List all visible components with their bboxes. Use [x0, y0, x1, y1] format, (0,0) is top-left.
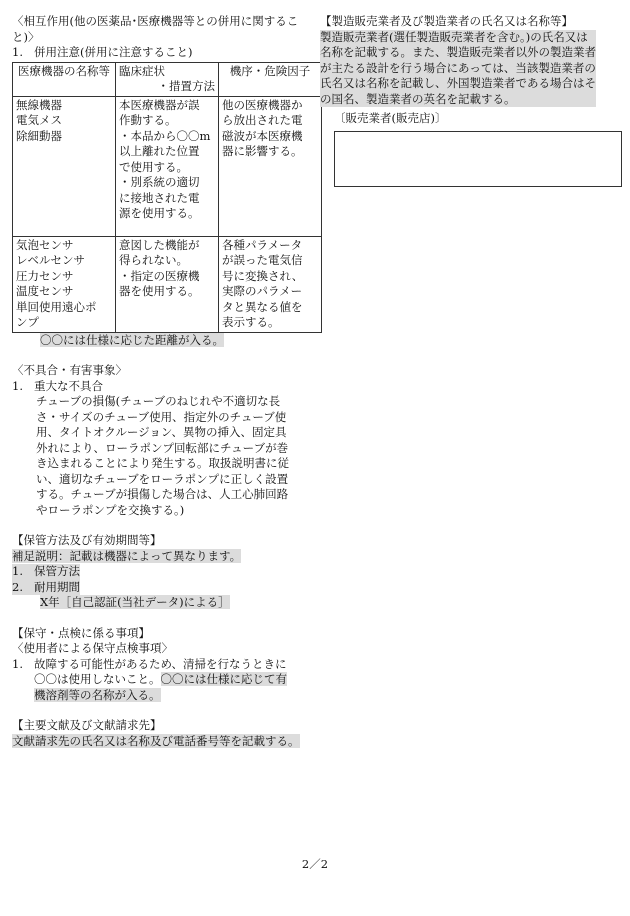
references-heading: 【主要文献及び文献請求先】 [12, 718, 162, 732]
item-number: 2. [12, 580, 34, 596]
cell-line: 号に変換され、 [222, 268, 304, 283]
item-number: 1. [12, 656, 23, 671]
adverse-item-1 [12, 379, 308, 395]
maintenance-subheading: 〈使用者による保守点検事項〉 [12, 641, 173, 655]
interaction-note [12, 333, 308, 349]
interaction-item-1 [12, 45, 308, 61]
table-row [13, 96, 322, 236]
cell-line: 以上離れた位置 [119, 144, 200, 158]
cell-line: 源を使用する。 [119, 206, 200, 220]
interaction-heading [12, 14, 308, 45]
item-label: 重大な不具合 [34, 378, 103, 393]
maintenance-heading: 【保守・点検に係る事項】 [12, 625, 150, 640]
table-cell-mechanism [219, 236, 322, 332]
item-number: 1. [12, 378, 23, 393]
cell-line: ンプ [16, 315, 39, 329]
interaction-heading-line: と)〉 [12, 29, 40, 44]
seller-box [334, 131, 622, 187]
body-line: い、適切なチューブをローラポンプに正しく設置 [36, 471, 289, 486]
item-label: 併用注意(併用に注意すること) [34, 45, 193, 59]
storage-item-2 [12, 580, 308, 596]
storage-supplement: 補足説明：記載は機器によって異なります。 [12, 548, 242, 563]
body-line: 故障する可能性があるため、清掃を行なうときに [34, 656, 287, 671]
note-line: 名称を記載する。また、製造販売業者以外の製造業者 [320, 45, 596, 59]
cell-line: に接地された電 [119, 190, 200, 205]
maintenance-item-body [34, 657, 287, 704]
cell-line: 作動する。 [119, 113, 177, 127]
interaction-table [12, 62, 322, 333]
cell-line: ・別系統の適切 [119, 175, 200, 189]
body-line [34, 672, 287, 688]
table-cell-mechanism [219, 96, 322, 236]
note-line: が主たる設計を行う場合にあっては、当該製造業者の [320, 60, 596, 75]
body-line: やローラポンプを交換する。) [36, 502, 185, 517]
cell-line: 単回使用遠心ポ [16, 299, 97, 314]
note-line: の国名、製造業者の英名を記載する。 [320, 91, 516, 106]
cell-line: 意図した機能が [119, 237, 200, 252]
manufacturer-note [320, 30, 596, 108]
table-cell-clinical [116, 96, 219, 236]
highlighted-note: 〇〇には仕様に応じて有 [160, 672, 287, 686]
left-column [12, 14, 311, 749]
references-note: 文献請求先の氏名又は名称及び電話番号等を記載する。 [12, 733, 300, 748]
cell-line: 各種パラメータ [222, 237, 303, 252]
table-cell-device [13, 96, 116, 236]
body-line: する。チューブが損傷した場合は、人工心肺回路 [36, 487, 289, 501]
note-line: 氏名又は名称を記載し、外国製造業者である場合はそ [320, 76, 596, 90]
item-label: 耐用期間 [34, 579, 80, 594]
adverse-heading: 〈不具合・有害事象〉 [12, 363, 127, 377]
maintenance-item-1 [12, 657, 308, 704]
table-header-row [13, 62, 322, 96]
body-line: 外れにより、ローラポンプ回転部にチューブが巻 [36, 440, 289, 455]
body-line: 用、タイトオクルージョン、異物の挿入、固定具 [36, 425, 287, 439]
item-number: 1. [12, 45, 23, 59]
cell-line: 得られない。 [119, 253, 188, 267]
page-number: 2／2 [301, 857, 329, 871]
manufacturer-heading: 【製造販売業者及び製造業者の氏名又は名称等】 [320, 14, 573, 28]
storage-heading: 【保管方法及び有効期間等】 [12, 533, 162, 547]
interaction-heading-line: 〈相互作用(他の医薬品･医療機器等との併用に関するこ [12, 14, 299, 28]
cell-line: 気泡センサ [16, 237, 74, 252]
cell-line: 実際のパラメー [222, 284, 303, 298]
cell-line: レベルセンサ [16, 253, 85, 267]
body-line: チューブの損傷(チューブのねじれや不適切な長 [36, 394, 281, 408]
cell-line: が誤った電気信 [222, 253, 303, 267]
cell-line: 他の医療機器か [222, 97, 303, 112]
cell-line: 圧力センサ [16, 268, 74, 283]
highlighted-note: 機溶剤等の名称が入る。 [34, 687, 161, 702]
table-row [13, 236, 322, 332]
cell-line: 器を使用する。 [119, 284, 200, 298]
body-text: 〇〇は使用しないこと。 [34, 672, 161, 686]
cell-line: 電気メス [16, 113, 62, 127]
cell-line: 無線機器 [16, 97, 62, 112]
table-header-clinical-line1: 臨床症状 [119, 63, 165, 78]
cell-line: 器に影響する。 [222, 144, 303, 158]
right-column [320, 14, 622, 187]
adverse-body [12, 394, 308, 518]
cell-line: タと異なる値を [222, 299, 303, 314]
highlighted-note: 〇〇には仕様に応じた距離が入る。 [40, 332, 224, 347]
item-number: 1. [12, 564, 34, 580]
lifetime-value: X年［自己認証(当社データ)による］ [40, 595, 230, 609]
cell-line: ・指定の医療機 [119, 268, 200, 283]
cell-line: 磁波が本医療機 [222, 128, 303, 143]
cell-line: 除細動器 [16, 128, 62, 143]
table-header-device: 医療機器の名称等 [13, 62, 116, 96]
cell-line: 温度センサ [16, 284, 74, 298]
note-line: 製造販売業者(選任製造販売業者を含む。)の氏名又は [320, 29, 588, 44]
cell-line: ・本品から〇〇m [119, 128, 211, 143]
cell-line: 表示する。 [222, 315, 280, 329]
item-label: 保管方法 [34, 564, 80, 578]
table-header-clinical-line2: ・措置方法 [157, 79, 215, 93]
table-cell-clinical [116, 236, 219, 332]
cell-line: ら放出された電 [222, 113, 303, 127]
cell-line: で使用する。 [119, 159, 188, 174]
seller-label: 〔販売業者(販売店)〕 [334, 111, 447, 125]
cell-line: 本医療機器が誤 [119, 97, 200, 112]
body-line: き込まれることにより発生する。取扱説明書に従 [36, 456, 289, 470]
storage-item-1 [12, 564, 308, 580]
body-line: さ・サイズのチューブ使用、指定外のチューブ使 [36, 409, 287, 424]
table-header-mechanism: 機序・危険因子 [219, 62, 322, 96]
table-cell-device [13, 236, 116, 332]
table-header-clinical [116, 62, 219, 96]
